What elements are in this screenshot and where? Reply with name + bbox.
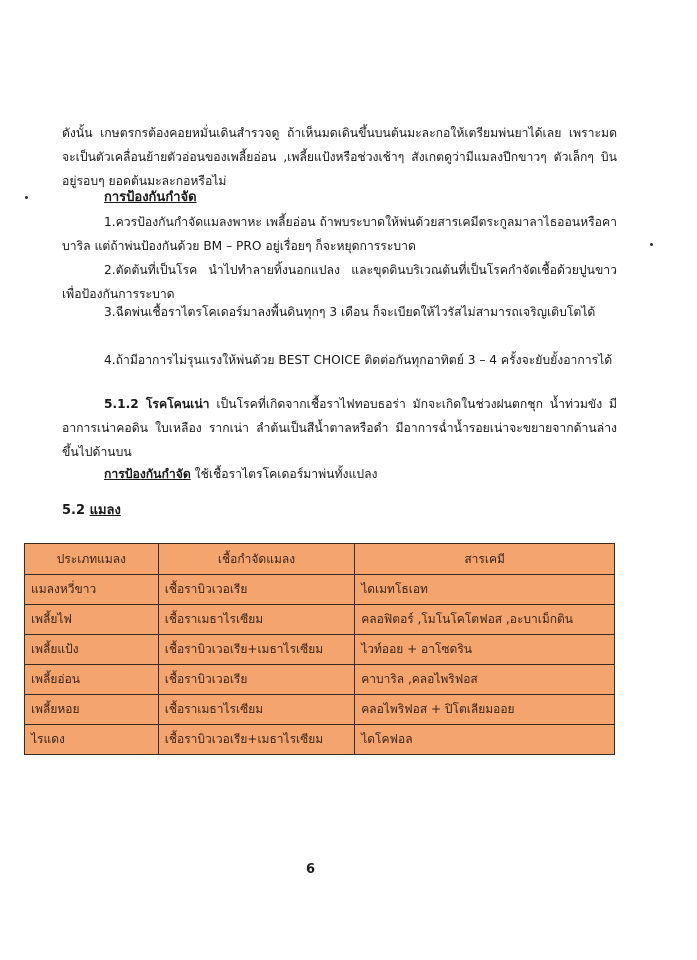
control-item-1: 1.ควรป้องกันกำจัดแมลงพาหะ เพลี้ยอ่อน ถ้าพบระบาดให้พ่นด้วยสารเคมีตระกูลมาลาไธออนหรือคาบาริล แต่ถ้าพ่นป้องกันด้วย BM – PRO อยู่เรื่อยๆ ก็จะหยุดการระบาด (62, 215, 617, 253)
intro-paragraph: ดังนั้น เกษตรกรต้องคอยหมั่นเดินสำรวจดู ถ้าเห็นมดเดินขึ้นบนต้นมะละกอให้เตรียมพ่นยาได้เลย เพราะมดจะเป็นตัวเคลื่อนย้ายตัวอ่อนของเพลี้ยอ่อน ,เพลี้ยแป้งหรือช่วงเช้าๆ สังเกตดูว่ามีแมลงปีกขาวๆ ตัวเล็กๆ บินอยู่รอบๆ ยอดต้นมะละกอหรือไม่ (62, 126, 617, 188)
cell-agent: เชื้อราเมธาไรเซียม (158, 695, 354, 725)
disease-paragraph (62, 392, 617, 464)
table-header-row (25, 544, 615, 575)
cell-pest: เพลี้ยอ่อน (25, 665, 159, 695)
control-item-3: 3.ฉีดพ่นเชื้อราไตรโคเดอร์มาลงพื้นดินทุกๆ 3 เดือน ก็จะเบียดให้ไวรัสไม่สามารถเจริญเติบโตได้ (104, 305, 596, 319)
cell-chemical: ไดโคฟอล (355, 725, 615, 755)
scan-speck (650, 243, 653, 246)
scan-speck (25, 196, 28, 199)
page-number: 6 (306, 862, 316, 877)
cell-pest: แมลงหวี่ขาว (25, 575, 159, 605)
table-row (25, 635, 615, 665)
cell-agent: เชื้อราบิวเวอเรีย+เมธาไรเซียม (158, 725, 354, 755)
cell-chemical: ไดเมทโธเอท (355, 575, 615, 605)
control-heading: การป้องกันกำจัด (104, 190, 197, 205)
control-item-2: 2.ตัดต้นที่เป็นโรค นำไปทำลายทิ้งนอกแปลง และขุดดินบริเวณต้นที่เป็นโรคกำจัดเชื้อด้วยปูนขาว เพื่อป้องกันการระบาด (62, 263, 617, 301)
cell-chemical: คลอไพริฟอส + ปิโตเลียมออย (355, 695, 615, 725)
control2-paragraph (62, 462, 617, 486)
cell-pest: ไรแดง (25, 725, 159, 755)
table-row (25, 665, 615, 695)
header-bio-agent: เชื้อกำจัดแมลง (158, 544, 354, 575)
cell-pest: เพลี้ยแป้ง (25, 635, 159, 665)
pest-table (24, 543, 615, 755)
control2-heading: การป้องกันกำจัด (104, 467, 191, 481)
cell-chemical: คาบาริล ,คลอไพริฟอส (355, 665, 615, 695)
disease-title: 5.1.2 โรคโคนเน่า (104, 397, 210, 411)
section-name: แมลง (89, 503, 121, 518)
disease-text: เป็นโรคที่เกิดจากเชื้อราไฟทอบธอร่า มักจะเกิดในช่วงฝนตกชุก น้ำท่วมขัง มีอาการเน่าคอดิน ใบเหลือง รากเน่า ลำต้นเป็นสีน้ำตาลหรือดำ มีอาการฉ่ำน้ำรอยเน่าจะขยายจากด้านล่างขึ้นไปด้านบน (62, 397, 618, 459)
control-item-4: 4.ถ้ามีอาการไม่รุนแรงให้พ่นด้วย BEST CHOICE ติดต่อกันทุกอาทิตย์ 3 – 4 ครั้งจะยับยั้งอาการได้ (104, 353, 613, 367)
cell-chemical: คลอฟิตอร์ ,โมโนโคโตฟอส ,อะบาเม็กติน (355, 605, 615, 635)
cell-agent: เชื้อราบิวเวอเรีย (158, 575, 354, 605)
table-row (25, 605, 615, 635)
control2-text: ใช้เชื้อราไตรโคเดอร์มาพ่นทั้งแปลง (190, 467, 378, 481)
header-pest-type: ประเภทแมลง (25, 544, 159, 575)
cell-pest: เพลี้ยไฟ (25, 605, 159, 635)
cell-agent: เชื้อราเมธาไรเซียม (158, 605, 354, 635)
cell-chemical: ไวท์ออย + อาโซดริน (355, 635, 615, 665)
table-row (25, 725, 615, 755)
section-title (62, 499, 121, 520)
table-row (25, 575, 615, 605)
cell-pest: เพลี้ยหอย (25, 695, 159, 725)
section-number: 5.2 (62, 503, 86, 518)
header-chemical: สารเคมี (355, 544, 615, 575)
cell-agent: เชื้อราบิวเวอเรีย+เมธาไรเซียม (158, 635, 354, 665)
cell-agent: เชื้อราบิวเวอเรีย (158, 665, 354, 695)
table-row (25, 695, 615, 725)
